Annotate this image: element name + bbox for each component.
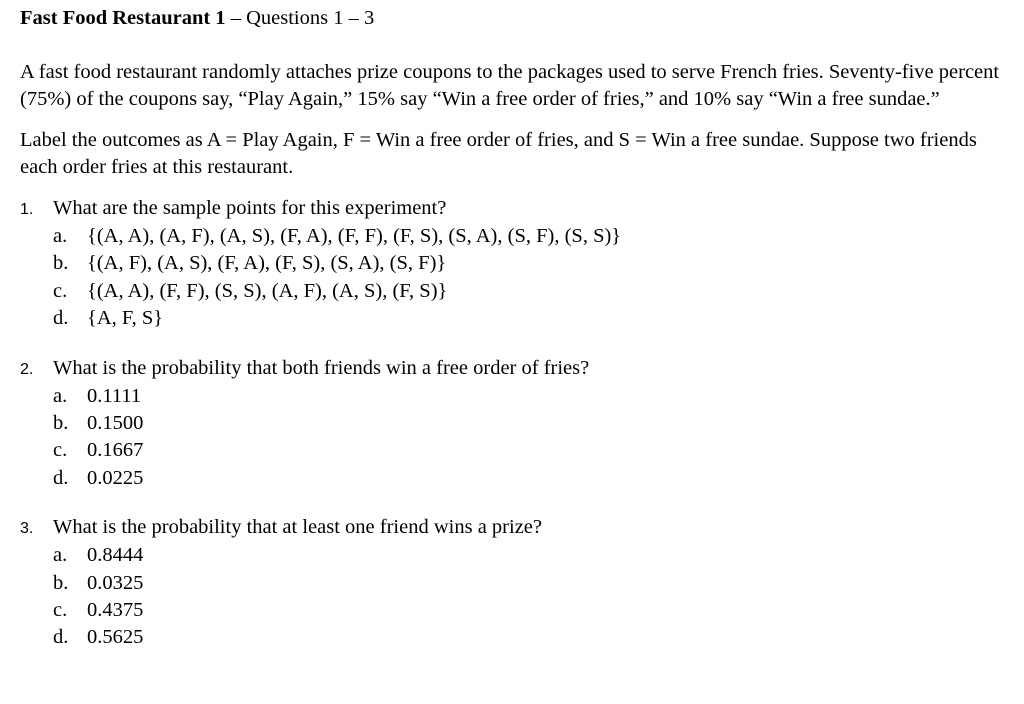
option-letter: c. <box>53 439 68 462</box>
question-text: What is the probability that at least one friend wins a prize? <box>53 516 542 539</box>
option-letter: b. <box>53 571 69 594</box>
answer-option-d <box>20 465 1010 492</box>
option-letter: d. <box>53 307 69 330</box>
answer-option-c <box>20 278 1010 305</box>
question-1 <box>20 195 1010 333</box>
option-letter: b. <box>53 411 69 434</box>
option-letter: a. <box>53 384 68 407</box>
question-text: What are the sample points for this experiment? <box>53 197 447 219</box>
title-subtitle: – Questions 1 – 3 <box>225 7 375 29</box>
option-letter: c. <box>53 279 68 302</box>
intro-paragraph: A fast food restaurant randomly attaches prize coupons to the packages used to serve French fries. Seventy-five percent (75%) of the coupons say, “Play Again,” 15% say “Win a free order of fries,” and 10% say “Win a free sundae.” <box>20 61 1000 110</box>
answer-option-d <box>20 624 1010 651</box>
option-text: 0.4375 <box>87 598 144 621</box>
option-text: 0.5625 <box>87 626 144 649</box>
answer-option-c <box>20 437 1010 464</box>
option-text: 0.0225 <box>87 466 144 489</box>
question-3 <box>20 514 1010 652</box>
answer-option-b <box>20 570 1010 597</box>
answer-option-c <box>20 597 1010 624</box>
answer-option-b <box>20 250 1010 277</box>
option-letter: a. <box>53 225 68 247</box>
question-text: What is the probability that both friends win a free order of fries? <box>53 356 590 379</box>
answer-option-a <box>20 223 1010 250</box>
document-page <box>20 4 1010 652</box>
option-letter: d. <box>53 466 69 489</box>
question-number: 1. <box>20 201 34 218</box>
question-2 <box>20 355 1010 493</box>
answer-option-a <box>20 542 1010 569</box>
question-1-stem <box>20 195 1010 223</box>
option-text: {(A, A), (F, F), (S, S), (A, F), (A, S), (F, S)} <box>87 279 448 302</box>
option-text: 0.1667 <box>87 439 144 462</box>
option-text: 0.1111 <box>87 384 142 407</box>
option-letter: c. <box>53 598 68 621</box>
option-text: {(A, A), (A, F), (A, S), (F, A), (F, F), (F, S), (S, A), (S, F), (S, S)} <box>87 225 622 247</box>
option-text: {A, F, S} <box>87 307 164 330</box>
option-text: 0.8444 <box>87 544 144 567</box>
option-letter: a. <box>53 544 68 567</box>
outcome-labels-paragraph: Label the outcomes as A = Play Again, F = Win a free order of fries, and S = Win a free sundae. Suppose two friends each order fries at this restaurant. <box>20 129 977 178</box>
page-title <box>20 4 1010 32</box>
option-text: {(A, F), (A, S), (F, A), (F, S), (S, A), (S, F)} <box>87 252 447 275</box>
option-letter: b. <box>53 252 69 275</box>
question-number: 3. <box>20 520 34 538</box>
option-letter: d. <box>53 626 69 649</box>
title-bold: Fast Food Restaurant 1 <box>20 7 226 29</box>
answer-option-a <box>20 383 1010 410</box>
question-2-stem <box>20 355 1010 383</box>
question-number: 2. <box>20 360 34 378</box>
option-text: 0.0325 <box>87 571 144 594</box>
option-text: 0.1500 <box>87 411 144 434</box>
answer-option-b <box>20 410 1010 437</box>
question-3-stem <box>20 514 1010 542</box>
answer-option-d <box>20 305 1010 332</box>
